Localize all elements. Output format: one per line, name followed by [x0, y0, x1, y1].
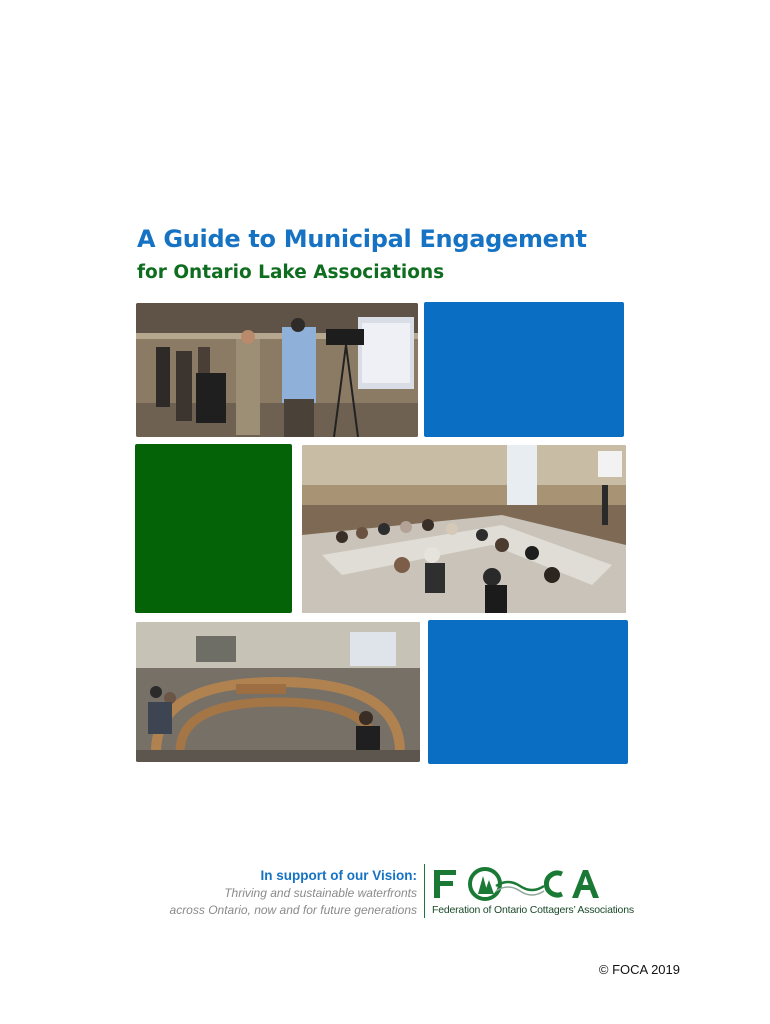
blue-tile-top-right — [424, 302, 624, 437]
copyright-notice: © FOCA 2019 — [598, 962, 680, 977]
photo-council-chamber — [136, 622, 420, 762]
cover-subtitle: for Ontario Lake Associations — [137, 262, 445, 283]
green-tile-left — [135, 444, 292, 613]
vision-heading: In support of our Vision: — [260, 868, 417, 883]
logo-org-name: Federation of Ontario Cottagers’ Associations — [432, 904, 634, 916]
foca-logo — [432, 862, 634, 922]
cover-title: A Guide to Municipal Engagement — [137, 225, 587, 253]
blue-tile-bottom-right — [428, 620, 628, 764]
photo-camera-operator — [136, 303, 418, 437]
vision-statement — [170, 868, 417, 917]
vision-line-1: Thriving and sustainable waterfronts — [224, 886, 417, 900]
vision-line-2: across Ontario, now and for future generations — [169, 903, 417, 917]
photo-audience-hall — [302, 445, 626, 613]
foca-logo-mark — [432, 862, 612, 904]
logo-divider — [424, 864, 425, 918]
